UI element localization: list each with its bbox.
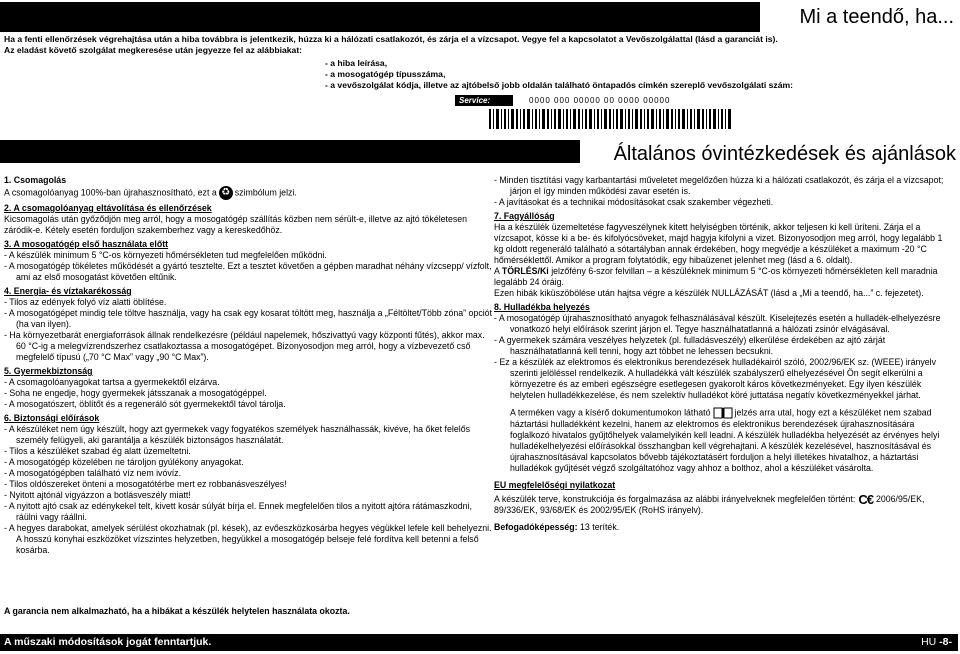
frost-text: Ha a készülék üzemeltetése fagyveszélynek kitett helyiségben történik, akkor teljesen ki kell üríteni. Zárja el a vízcsapot, kösse ki a be- és kifolyócsöveket, majd hagyja kifolyni a vizet. Bizonyosodjon meg arról, hogy legalább 1 kg oldott regeneráló található a sótartályban annak érdekében, hogy megvédje a készüléket a maximum -20 °C hőmérséklettől. Amikor a program folytatódik, egy hibaüzenet jelenhet meg (lásd a 6. oldalt). xyxy=(494,222,943,265)
section-heading: 5. Gyermekbiztonság xyxy=(4,366,93,376)
section-heading: EU megfelelőségi nyilatkozat xyxy=(494,480,616,490)
intro-line-1: Ha a fenti ellenőrzések végrehajtása után a hiba továbbra is jelentkezik, húzza ki a hálózati csatlakozót, és zárja el a vízcsapot. Vegye fel a kapcsolatot a Vevőszolgálattal (lásd a garanciát is). xyxy=(4,34,778,44)
frost-torles xyxy=(494,266,954,288)
warranty-note: A garancia nem alkalmazható, ha a hibákat a készülék helytelen használata okozta. xyxy=(4,606,350,616)
list-item: - Ez a készülék az elektromos és elektronikus berendezések hulladékairól szóló, 2002/96/EK sz. (WEEE) irányelv szerinti jelöléssel rendelkezik. A hulladékká vált készülék szabályszerű elhelyezésével Ön segít elkerülni a környezetre és az emberi egészségre esetlegesen gyakorolt káros következményeket. Egy ilyen készülék helytelen hulladékkezelése, és nem szelektív hulladékot köré juttatása negatív következményekkel járhat. xyxy=(494,357,937,400)
list-item: - A hegyes darabokat, amelyek sérülést okozhatnak (pl. kések), az evőeszközkosárba hegyes végükkel lefele kell behelyezni. A hosszú konyhai eszközöket vízszintes helyzetben, hegyükkel a mosogatógép belseje felé fordítva kell betenni a felső kosárba. xyxy=(4,523,492,555)
frost-torles-c: jelzőfény 6-szor felvillan – a készüléknek minimum 5 °C-os környezeti hőmérsékleten kell maradnia legalább 24 óráig. xyxy=(494,266,938,287)
section-title: Általános óvintézkedések és ajánlások xyxy=(613,143,956,165)
document-icon xyxy=(713,407,733,419)
packaging-text xyxy=(4,186,492,200)
section-heading: 2. A csomagolóanyag eltávolítása és ellenőrzések xyxy=(4,203,212,213)
list-item: - A javításokat és a technikai módosításokat csak szakember végezheti. xyxy=(494,197,774,207)
service-digits: 0000 000 00000 00 0000 00000 xyxy=(529,96,671,105)
section-heading: 6. Biztonsági előírások xyxy=(4,413,100,423)
list-item: - A csomagolóanyagokat tartsa a gyermekektől elzárva. xyxy=(4,377,220,387)
weee-text xyxy=(494,407,954,474)
frost-torles-a: A xyxy=(494,266,502,276)
list-item: - A készüléket nem úgy készült, hogy azt gyermekek vagy fogyatékos személyek használhassák, kivéve, ha őket felelős személy felügyeli, aki garantálja a készülék biztonságos használatát. xyxy=(4,424,470,445)
info-item: - a mosogatógép típusszáma, xyxy=(325,69,446,79)
capacity-label: Befogadóképesség: xyxy=(494,522,578,533)
list-item: - Minden tisztítási vagy karbantartási műveletet megelőzően húzza ki a hálózati csatlakozót, és zárja el a vízcsapot; járjon el így minden működési zavar esetén is. xyxy=(494,175,944,196)
recycle-icon: ♻ xyxy=(219,186,233,200)
eu-text xyxy=(494,494,954,516)
footer-page xyxy=(921,634,952,651)
section-heading: 1. Csomagolás xyxy=(4,175,67,185)
service-label-sticker xyxy=(455,95,735,133)
list-item: - A nyitott ajtó csak az edénykekel telt, kivett kosár súlyát bírja el. Ennek megfelelően tilos a nyitott ajtóra rátámaszkodni, ráülni vagy ráállni. xyxy=(4,501,472,522)
footer-left: A műszaki módosítások jogát fenntartjuk. xyxy=(4,636,212,648)
weee-text-b: jelzés arra utal, hogy ezt a készüléket nem szabad háztartási hulladékként kezelni, hanem az elektromos és elektronikus berendezések újrahasznosítására foglalkozó hivatalos gyűjtőhelyek valamelyikén kell leadni. A készülék hulladékba helyezését az érvényes helyi hulladékelhelyezési előírásokkal összhangban kell végrehajtani. A készülék kezelésével, hasznosításával és újrahasznosításával kapcsolatos bővebb tájékoztatásért forduljon a helyi illetékes hivatalhoz, a háztartási hulladékok gyűjtését végző szolgáltatóhoz vagy ahhoz a bolthoz, ahol a készüléket vásárolta. xyxy=(510,407,940,473)
packaging-text-a: A csomagolóanyag 100%-ban újrahasznosítható, ezt a xyxy=(4,187,217,198)
frost-torles-b: TÖRLÉS/Ki xyxy=(501,266,549,276)
page-number: -8- xyxy=(939,636,952,648)
intro-text xyxy=(4,34,944,55)
footer-bar xyxy=(0,634,958,651)
list-item: - A gyermekek számára veszélyes helyzetek (pl. fulladásveszély) elkerülése érdekében az ajtó zárját használhatatlanná kell tenni, hogy azt többet ne lehessen becsukni. xyxy=(494,335,886,356)
unpacking-text: Kicsomagolás után győződjön meg arról, hogy a mosogatógép szállítás közben nem sérült-e, illetve az ajtó tökéletesen záródik-e. Kétely esetén forduljon szakemberhez vagy a kereskedőhöz. xyxy=(4,214,468,235)
list-item: - A mosogatógépben található víz nem ivóvíz. xyxy=(4,468,182,478)
right-column xyxy=(494,175,954,533)
capacity xyxy=(494,522,954,533)
eu-text-a: A készülék terve, konstrukciója és forgalmazása az alábbi irányelveknek megfelelően történt: xyxy=(494,494,856,504)
eu-text-b: 2006/95/EK, 89/336/EK, 93/68/EK és 2002/95/EK (RoHS irányelv). xyxy=(494,494,925,516)
info-list xyxy=(325,58,793,91)
list-item: - A mosogatógép tökéletes működését a gyártó tesztelte. Ezt a tesztet követően a gépben maradhat néhány vízcsepp/ vízfolt, ami az első mosogatást követően eltűnik. xyxy=(4,261,492,282)
list-item: - Tilos oldószereket önteni a mosogatótérbe mert ez robbanásveszélyes! xyxy=(4,479,287,489)
list-item: - Tilos az edények folyó víz alatti öblítése. xyxy=(4,297,167,307)
list-item: - Soha ne engedje, hogy gyermekek játsszanak a mosogatógéppel. xyxy=(4,388,267,398)
section-heading: 4. Energia- és víztakarékosság xyxy=(4,286,132,296)
intro-line-2: Az eladást követő szolgálat megkeresése után jegyezze fel az alábbiakat: xyxy=(4,44,303,55)
section-heading: 8. Hulladékba helyezés xyxy=(494,302,590,312)
section-heading: 7. Fagyállóság xyxy=(494,211,555,221)
left-column xyxy=(4,175,492,556)
info-item: - a hiba leírása, xyxy=(325,58,388,68)
list-item: - Nyitott ajtónál vigyázzon a botlásveszély miatt! xyxy=(4,490,191,500)
footer-lang: HU xyxy=(921,636,940,648)
service-label: Service: xyxy=(455,95,513,106)
info-item: - a vevőszolgálat kódja, illetve az ajtóbelső jobb oldalán található öntapadós címkén szereplő vevőszolgálati szám: xyxy=(325,80,794,90)
list-item: - Tilos a készüléket szabad ég alatt üzemeltetni. xyxy=(4,446,191,456)
list-item: - A mosogatógépet mindig tele töltve használja, vagy ha csak egy kosarat töltött meg, használja a „Féltöltet/Több zóna” opciót (ha van ilyen). xyxy=(4,308,493,329)
list-item: - A készülék minimum 5 °C-os környezeti hőmérsékleten tud megfelelően működni. xyxy=(4,250,327,260)
barcode-icon xyxy=(489,109,733,129)
packaging-text-b: szimbólum jelzi. xyxy=(234,187,297,198)
page-title: Mi a teendő, ha... xyxy=(799,6,954,28)
list-item: - A mosogatógép közelében ne tároljon gyúlékony anyagokat. xyxy=(4,457,244,467)
list-item: - A mosogatószert, öblítőt és a regeneráló sót gyermekektől távol tárolja. xyxy=(4,399,286,409)
capacity-value: 13 teríték. xyxy=(577,522,620,533)
list-item: - Ha környezetbarát energiaforrások állnak rendelkezésre (például napelemek, hőszivattyú vagy központi fűtés), akkor max. 60 °C-ig a melegvízrendszerhez csatlakoztassa a mosogatógépet. Bizonyosodjon meg arról, hogy a vízbevezető cső megfelelő típusú („70 °C Max” vagy „90 °C Max”). xyxy=(4,330,485,362)
frost-text-2: Ezen hibák kiküszöbölése után hajtsa végre a készülék NULLÁZÁSÁT (lásd a „Mi a teendő, ha...” c. fejezetet). xyxy=(494,288,924,298)
ce-mark-icon: C€ xyxy=(858,492,873,508)
weee-text-a: A terméken vagy a kísérő dokumentumokon látható xyxy=(510,407,711,418)
section-heading: 3. A mosogatógép első használata előtt xyxy=(4,239,169,249)
list-item: - A mosogatógép újrahasznosítható anyagok felhasználásával készült. Kiselejtezés esetén a hulladék-elhelyezésre vonatkozó helyi előírások szerint járjon el. Tegye használhatatlanná a hálózati zsinór elvágásával. xyxy=(494,313,941,334)
